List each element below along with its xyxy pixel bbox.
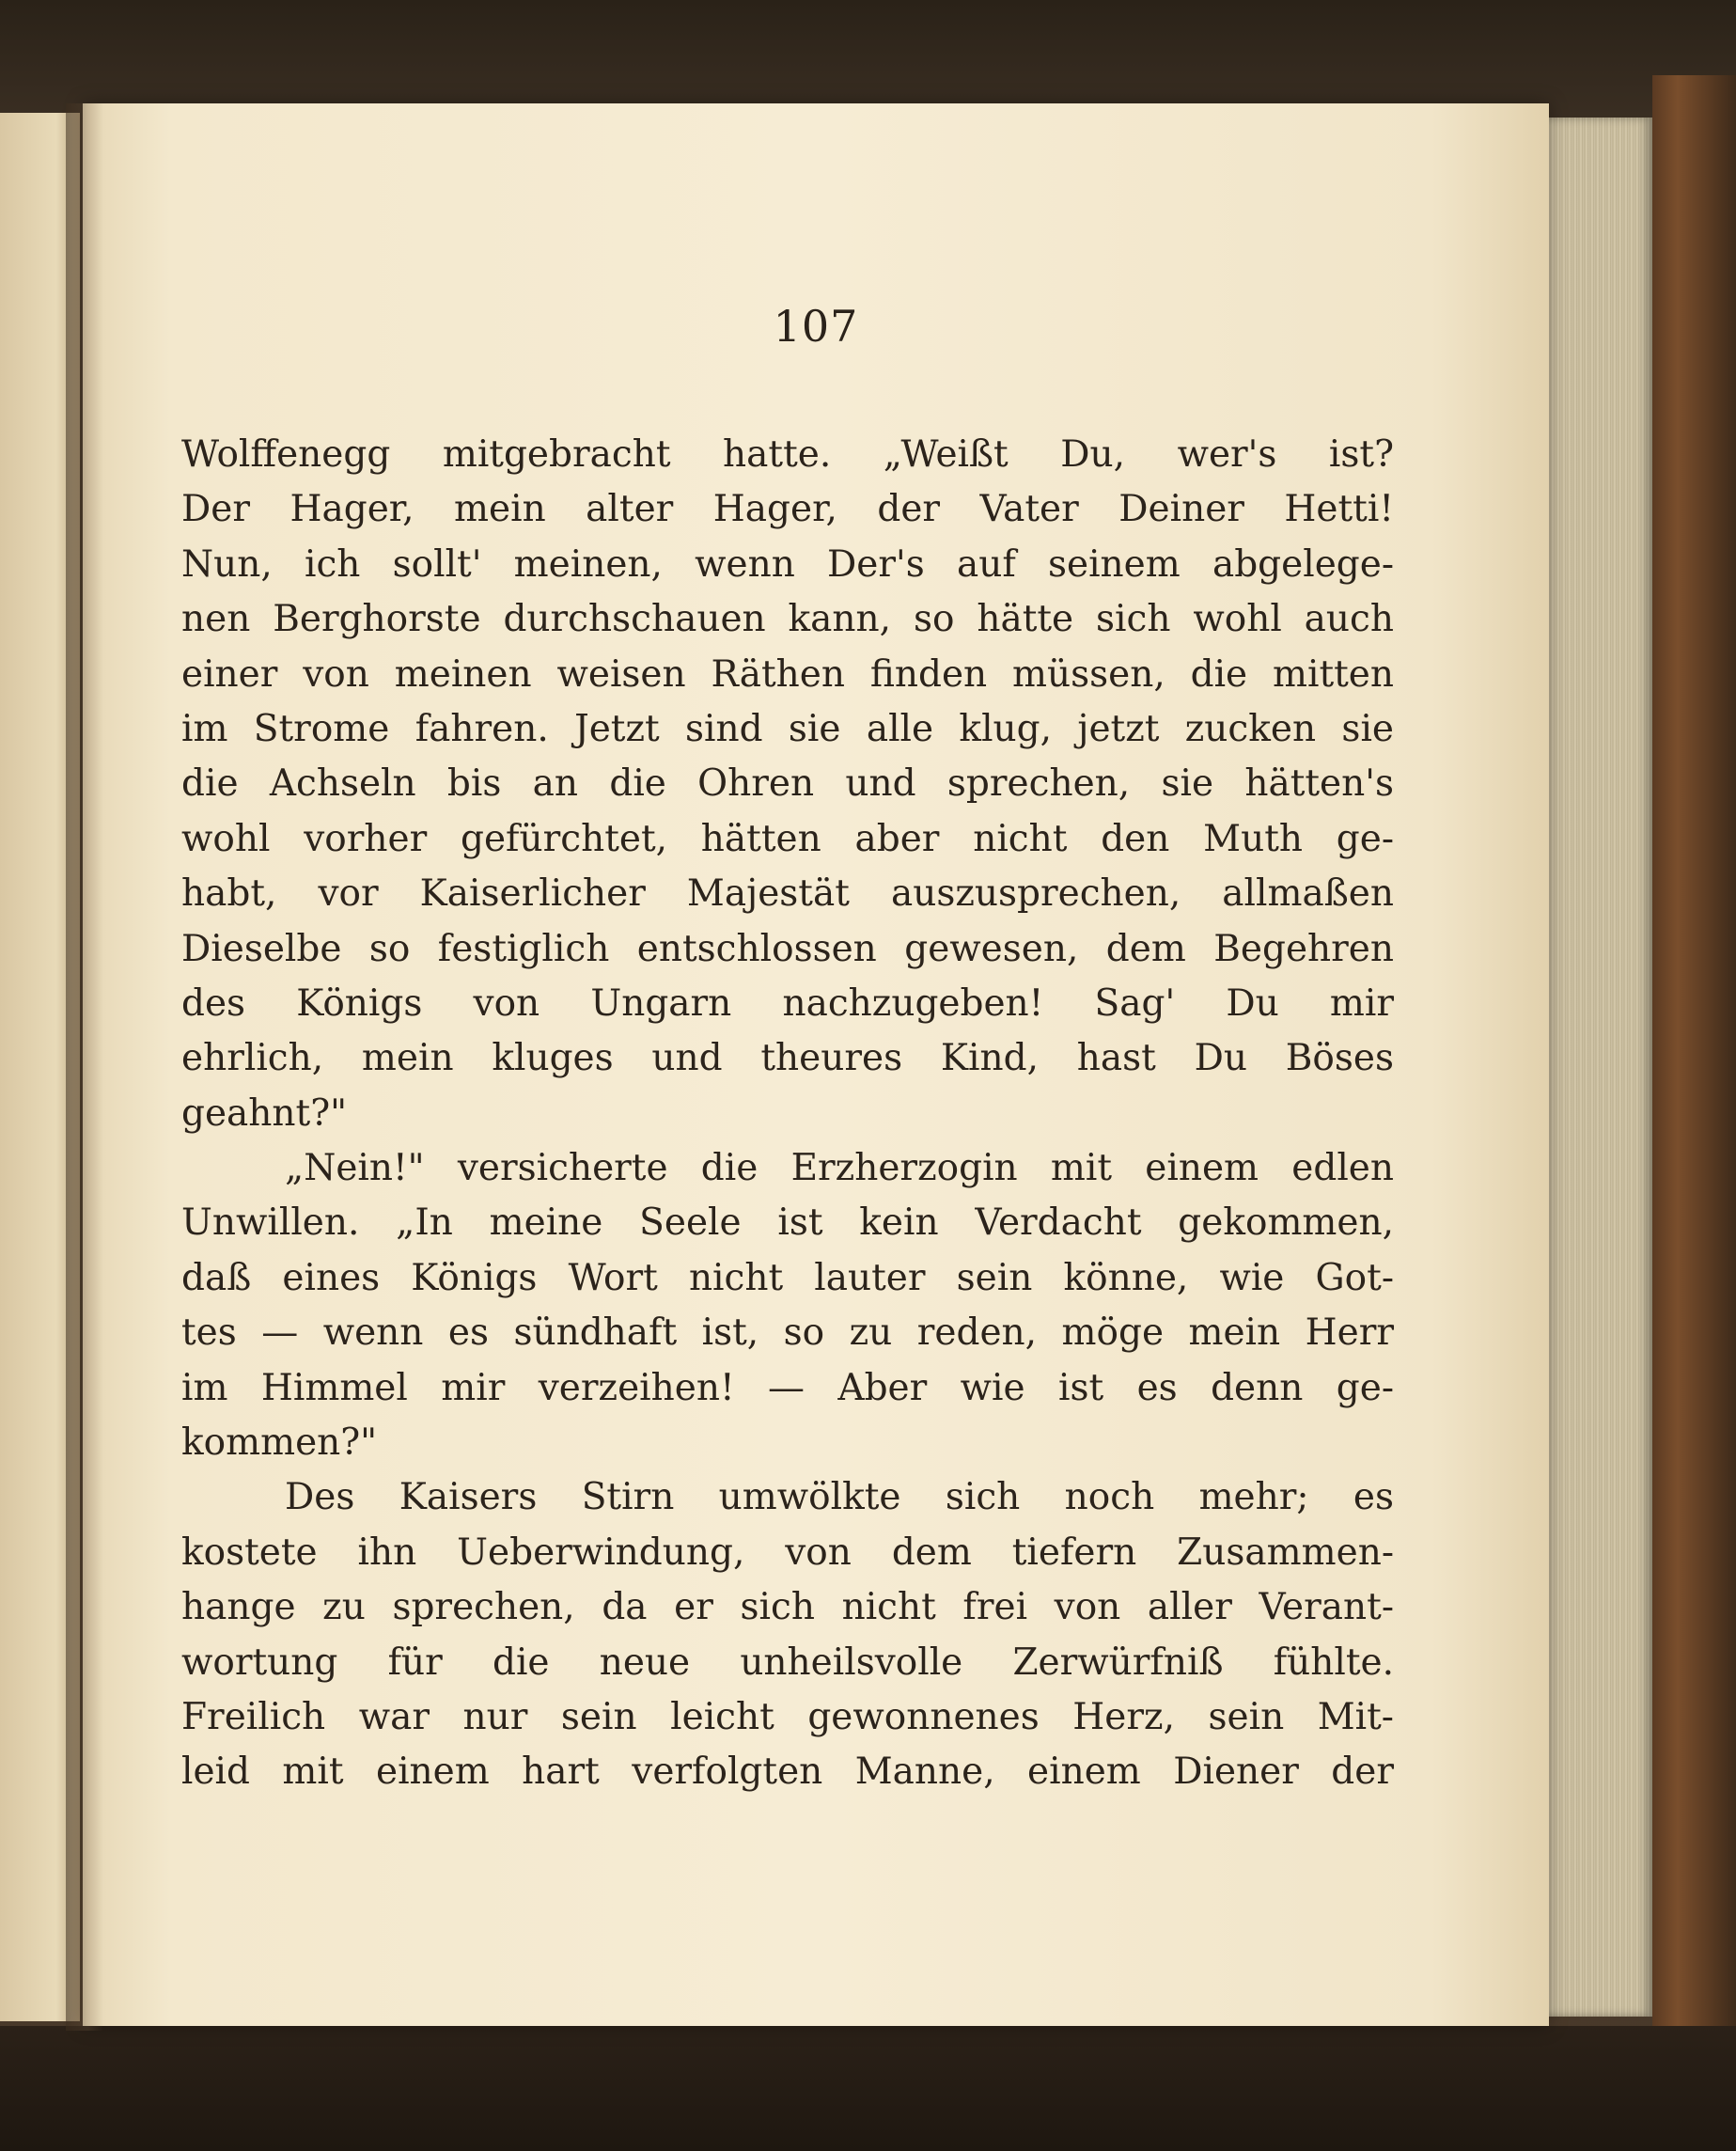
text-line: kostete ihn Ueberwindung, von dem tiefern Zusammen- (181, 1531, 1394, 1574)
text-line: wortung für die neue unheilsvolle Zerwürfniß fühlte. (181, 1641, 1394, 1684)
text-line: wohl vorher gefürchtet, hätten aber nicht den Muth ge- (181, 817, 1394, 860)
text-line: hange zu sprechen, da er sich nicht frei von aller Verant- (181, 1586, 1394, 1629)
text-line: des Königs von Ungarn nachzugeben! Sag' Du mir (181, 981, 1394, 1025)
text-line: Dieselbe so festiglich entschlossen gewesen, dem Begehren (181, 927, 1394, 970)
text-line: im Strome fahren. Jetzt sind sie alle klug, jetzt zucken sie (181, 707, 1394, 750)
text-line: Freilich war nur sein leicht gewonnenes Herz, sein Mit- (181, 1695, 1394, 1738)
text-line: „Nein!" versicherte die Erzherzogin mit einem edlen (285, 1147, 1394, 1190)
text-line: Nun, ich sollt' meinen, wenn Der's auf seinem abgelege- (181, 542, 1394, 586)
text-line: einer von meinen weisen Räthen finden müssen, die mitten (181, 652, 1394, 696)
book-page (83, 103, 1549, 2026)
text-line: habt, vor Kaiserlicher Majestät auszusprechen, allmaßen (181, 872, 1394, 916)
text-line: kommen?" (181, 1421, 378, 1465)
text-line: Des Kaisers Stirn umwölkte sich noch mehr; es (285, 1476, 1394, 1519)
text-line: im Himmel mir verzeihen! — Aber wie ist es denn ge- (181, 1366, 1394, 1409)
text-line: Unwillen. „In meine Seele ist kein Verdacht gekommen, (181, 1201, 1394, 1245)
page-fore-edge (1549, 118, 1652, 2017)
book-cover-bottom (0, 2026, 1736, 2151)
text-line: tes — wenn es sündhaft ist, so zu reden, möge mein Herr (181, 1311, 1394, 1355)
text-line: die Achseln bis an die Ohren und sprechen, sie hätten's (181, 762, 1394, 806)
page-number: 107 (773, 301, 859, 352)
text-line: ehrlich, mein kluges und theures Kind, hast Du Böses (181, 1037, 1394, 1080)
text-line: Wolffenegg mitgebracht hatte. „Weißt Du, wer's ist? (181, 433, 1394, 476)
binding-gutter (66, 103, 103, 2031)
text-line: geahnt?" (181, 1091, 348, 1135)
text-line: daß eines Königs Wort nicht lauter sein könne, wie Got- (181, 1256, 1394, 1299)
text-line: leid mit einem hart verfolgten Manne, einem Diener der (181, 1751, 1394, 1794)
text-line: nen Berghorste durchschauen kann, so hätte sich wohl auch (181, 598, 1394, 641)
page-text-block (181, 428, 1394, 1800)
book-cover-right (1652, 75, 1736, 2068)
text-line: Der Hager, mein alter Hager, der Vater Deiner Hetti! (181, 488, 1394, 531)
